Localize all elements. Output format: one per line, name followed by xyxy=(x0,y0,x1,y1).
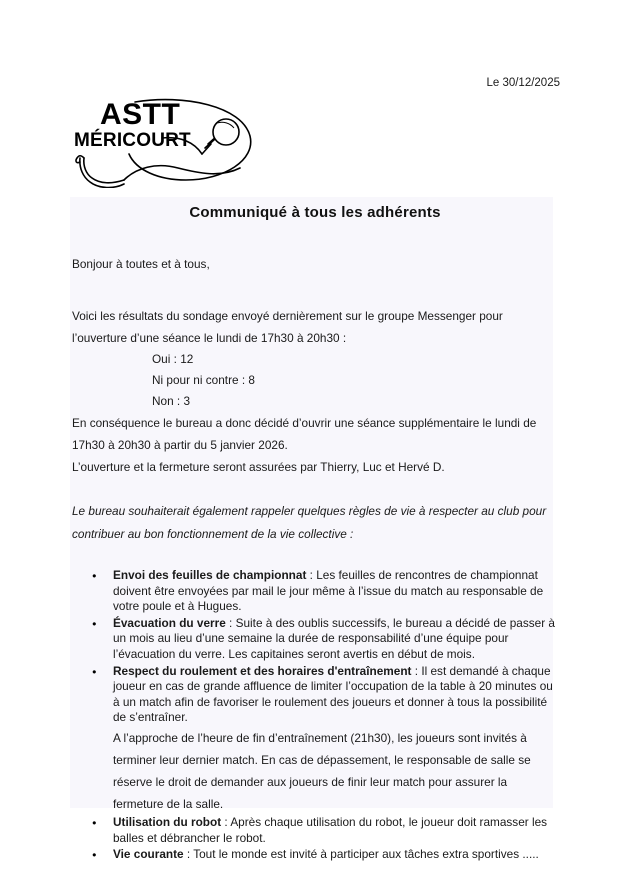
rule-label: Utilisation du robot xyxy=(113,814,222,829)
survey-results-list xyxy=(0,349,630,412)
list-item xyxy=(0,664,560,726)
rule-separator: : xyxy=(411,663,422,678)
rule-label: Vie courante xyxy=(113,847,184,862)
decision-paragraph: En conséquence le bureau a donc décidé d’ouvrir une séance supplémentaire le lundi de 17h30 à 20h30 à partir du 5 janvier 2026. xyxy=(72,416,537,452)
rule-text: Il est demandé à chaque joueur en cas de grande affluence de limiter l’occupation de la table à 20 minutes ou à un match afin de favoriser le roulement des joueurs et donner à tous la possibilité de s’entraîner. xyxy=(113,663,553,725)
spacer xyxy=(0,275,630,305)
greeting-paragraph: Bonjour à toutes et à tous, xyxy=(72,257,210,271)
rules-list xyxy=(0,568,630,863)
rule-text: Tout le monde est invité à participer aux tâches extra sportives ..... xyxy=(193,847,539,862)
logo-text-mericourt: MÉRICOURT xyxy=(74,130,191,151)
rule-separator: : xyxy=(221,814,231,829)
rule-label: Évacuation du verre xyxy=(113,615,226,630)
rules-intro-paragraph: Le bureau souhaiterait également rappeler quelques règles de vie à respecter au club pour contribuer au bon fonctionnement de la vie collective : xyxy=(72,504,547,541)
list-item xyxy=(0,847,560,863)
rule-label: Envoi des feuilles de championnat xyxy=(113,568,307,582)
spacer xyxy=(0,223,630,253)
survey-result-item: Non : 3 xyxy=(152,394,191,408)
survey-result-item: Ni pour ni contre : 8 xyxy=(152,373,255,387)
document-body xyxy=(0,197,630,864)
club-logo xyxy=(74,92,264,188)
list-item xyxy=(0,616,560,663)
survey-result-item: Oui : 12 xyxy=(152,352,194,366)
list-item xyxy=(0,815,560,846)
document-date: Le 30/12/2025 xyxy=(486,77,560,89)
logo-text-astt: ASTT xyxy=(100,98,181,131)
rule-separator: : xyxy=(183,847,194,862)
spacer xyxy=(0,478,630,500)
rule-extra-paragraph: A l’approche de l’heure de fin d’entraînement (21h30), les joueurs sont invités à terminer leur dernier match. En cas de dépassement, le responsable de salle se réserve le droit de demander aux joueurs de finir leur match pour assurer la fermeture de la salle. xyxy=(113,730,531,811)
rule-separator: : xyxy=(225,615,236,630)
page-title: Communiqué à tous les adhérents xyxy=(189,204,441,221)
intro-paragraph: Voici les résultats du sondage envoyé dernièrement sur le groupe Messenger pour l’ouverture d’une séance le lundi de 17h30 à 20h30 : xyxy=(72,309,503,345)
rule-text: Suite à des oublis successifs, le bureau a décidé de passer à un mois au lieu d’une semaine la durée de responsabilité d’une équipe pour l’évacuation du verre. Les capitaines seront avertis en début de mois. xyxy=(113,615,555,661)
rule-text: Les feuilles de rencontres de championnat doivent être envoyées par mail le jour même à l’issue du match au responsable de votre poule et à Hugues. xyxy=(113,568,544,614)
spacer xyxy=(0,546,630,568)
rule-text: Après chaque utilisation du robot, le joueur doit ramasser les balles et débrancher le robot. xyxy=(113,814,548,845)
list-item xyxy=(0,568,560,615)
rule-label: Respect du roulement et des horaires d'entraînement xyxy=(113,663,412,678)
rule-separator: : xyxy=(306,568,317,582)
staffing-paragraph: L’ouverture et la fermeture seront assurées par Thierry, Luc et Hervé D. xyxy=(72,460,445,474)
